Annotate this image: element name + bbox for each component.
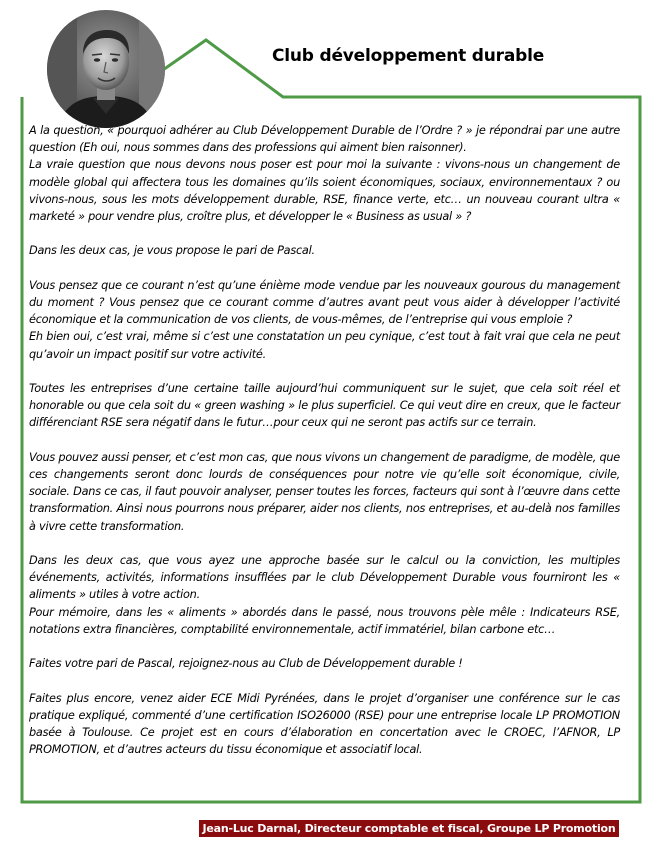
article-paragraph	[29, 449, 620, 535]
paragraph-sentence: La vraie question que nous devons nous poser est pour moi la suivante : vivons-nous un changement de modèle global qui affectera tous les domaines qu’ils soient économiques, sociaux, environnementaux ? ou vivons-nous, sous les mots développement durable, RSE, finance verte, etc… un nouveau courant ultra « marketé » pour vendre plus, croître plus, et développer le « Business as usual » ?	[29, 158, 620, 224]
paragraph-sentence: Dans les deux cas, je vous propose le pari de Pascal.	[29, 244, 315, 258]
paragraph-sentence: Vous pensez que ce courant n’est qu’une énième mode vendue par les nouveaux gourous du management du moment ? Vous pensez que ce courant comme d’autres avant peut vous aider à développer l’activité économique et la communication de vos clients, de vous-mêmes, de l’entreprise qui vous emploie ?	[29, 278, 620, 327]
article-paragraph	[29, 242, 620, 259]
article-paragraph	[29, 655, 620, 672]
paragraph-sentence: Faites plus encore, venez aider ECE Midi Pyrénées, dans le projet d’organiser une conférence sur le cas pratique expliqué, commenté d’une certification ISO26000 (RSE) pour une entreprise locale LP PROMOTION basée à Toulouse. Ce projet est en cours d’élaboration en concertation avec le CROEC, l’AFNOR, LP PROMOTION, et d’autres acteurs du tissu économique et associatif local.	[29, 691, 620, 757]
portrait-photo-icon	[47, 10, 165, 128]
article-paragraph	[29, 122, 620, 225]
paragraph-sentence: Dans les deux cas, que vous ayez une approche basée sur le calcul ou la conviction, les multiples événements, activités, informations insufflées par le club Développement Durable vous fourniront les « aliments » utiles à votre action.	[29, 554, 620, 602]
paragraph-sentence: A la question, « pourquoi adhérer au Club Développement Durable de l’Ordre ? » je répondrai par une autre question (Eh oui, nous sommes dans des professions qui aiment bien raisonner).	[29, 124, 620, 155]
paragraph-sentence: Toutes les entreprises d’une certaine taille aujourd’hui communiquent sur le sujet, que cela soit réel et honorable ou que cela soit du « green washing » le plus superficiel. Ce qui veut dire en creux, que le facteur différenciant RSE sera négatif dans le futur…pour ceux qui ne seront pas actifs sur ce terrain.	[29, 382, 620, 430]
paragraph-sentence: Faites votre pari de Pascal, rejoignez-nous au Club de Développement durable !	[29, 657, 463, 671]
article-paragraph	[29, 552, 620, 638]
author-photo	[47, 10, 165, 128]
paragraph-sentence: Vous pouvez aussi penser, et c’est mon cas, que nous vivons un changement de paradigme, de modèle, que ces changements seront donc lourds de conséquences pour notre vie qu’elle soit économique, civile, sociale. Dans ce cas, il faut pouvoir analyser, penser toutes les forces, facteurs qui sont à l’œuvre dans cette transformation. Ainsi nous pourrons nous préparer, aider nos clients, nos entreprises, et au-delà nos familles à vivre cette transformation.	[29, 450, 620, 533]
author-signature: Jean-Luc Darnal, Directeur comptable et fiscal, Groupe LP Promotion	[199, 820, 619, 837]
article-paragraph	[29, 277, 620, 363]
page-title: Club développement durable	[272, 46, 545, 66]
article-paragraph	[29, 690, 620, 759]
paragraph-sentence: Pour mémoire, dans les « aliments » abordés dans le passé, nous trouvons pèle mêle : Indicateurs RSE, notations extra financières, comptabilité environnementale, actif immatériel, bilan carbone etc…	[29, 605, 620, 636]
article-body	[29, 122, 620, 776]
paragraph-sentence: Eh bien oui, c’est vrai, même si c’est une constatation un peu cynique, c’est tout à fait vrai que cela ne peut qu’avoir un impact positif sur votre activité.	[29, 330, 620, 361]
article-paragraph	[29, 380, 620, 432]
